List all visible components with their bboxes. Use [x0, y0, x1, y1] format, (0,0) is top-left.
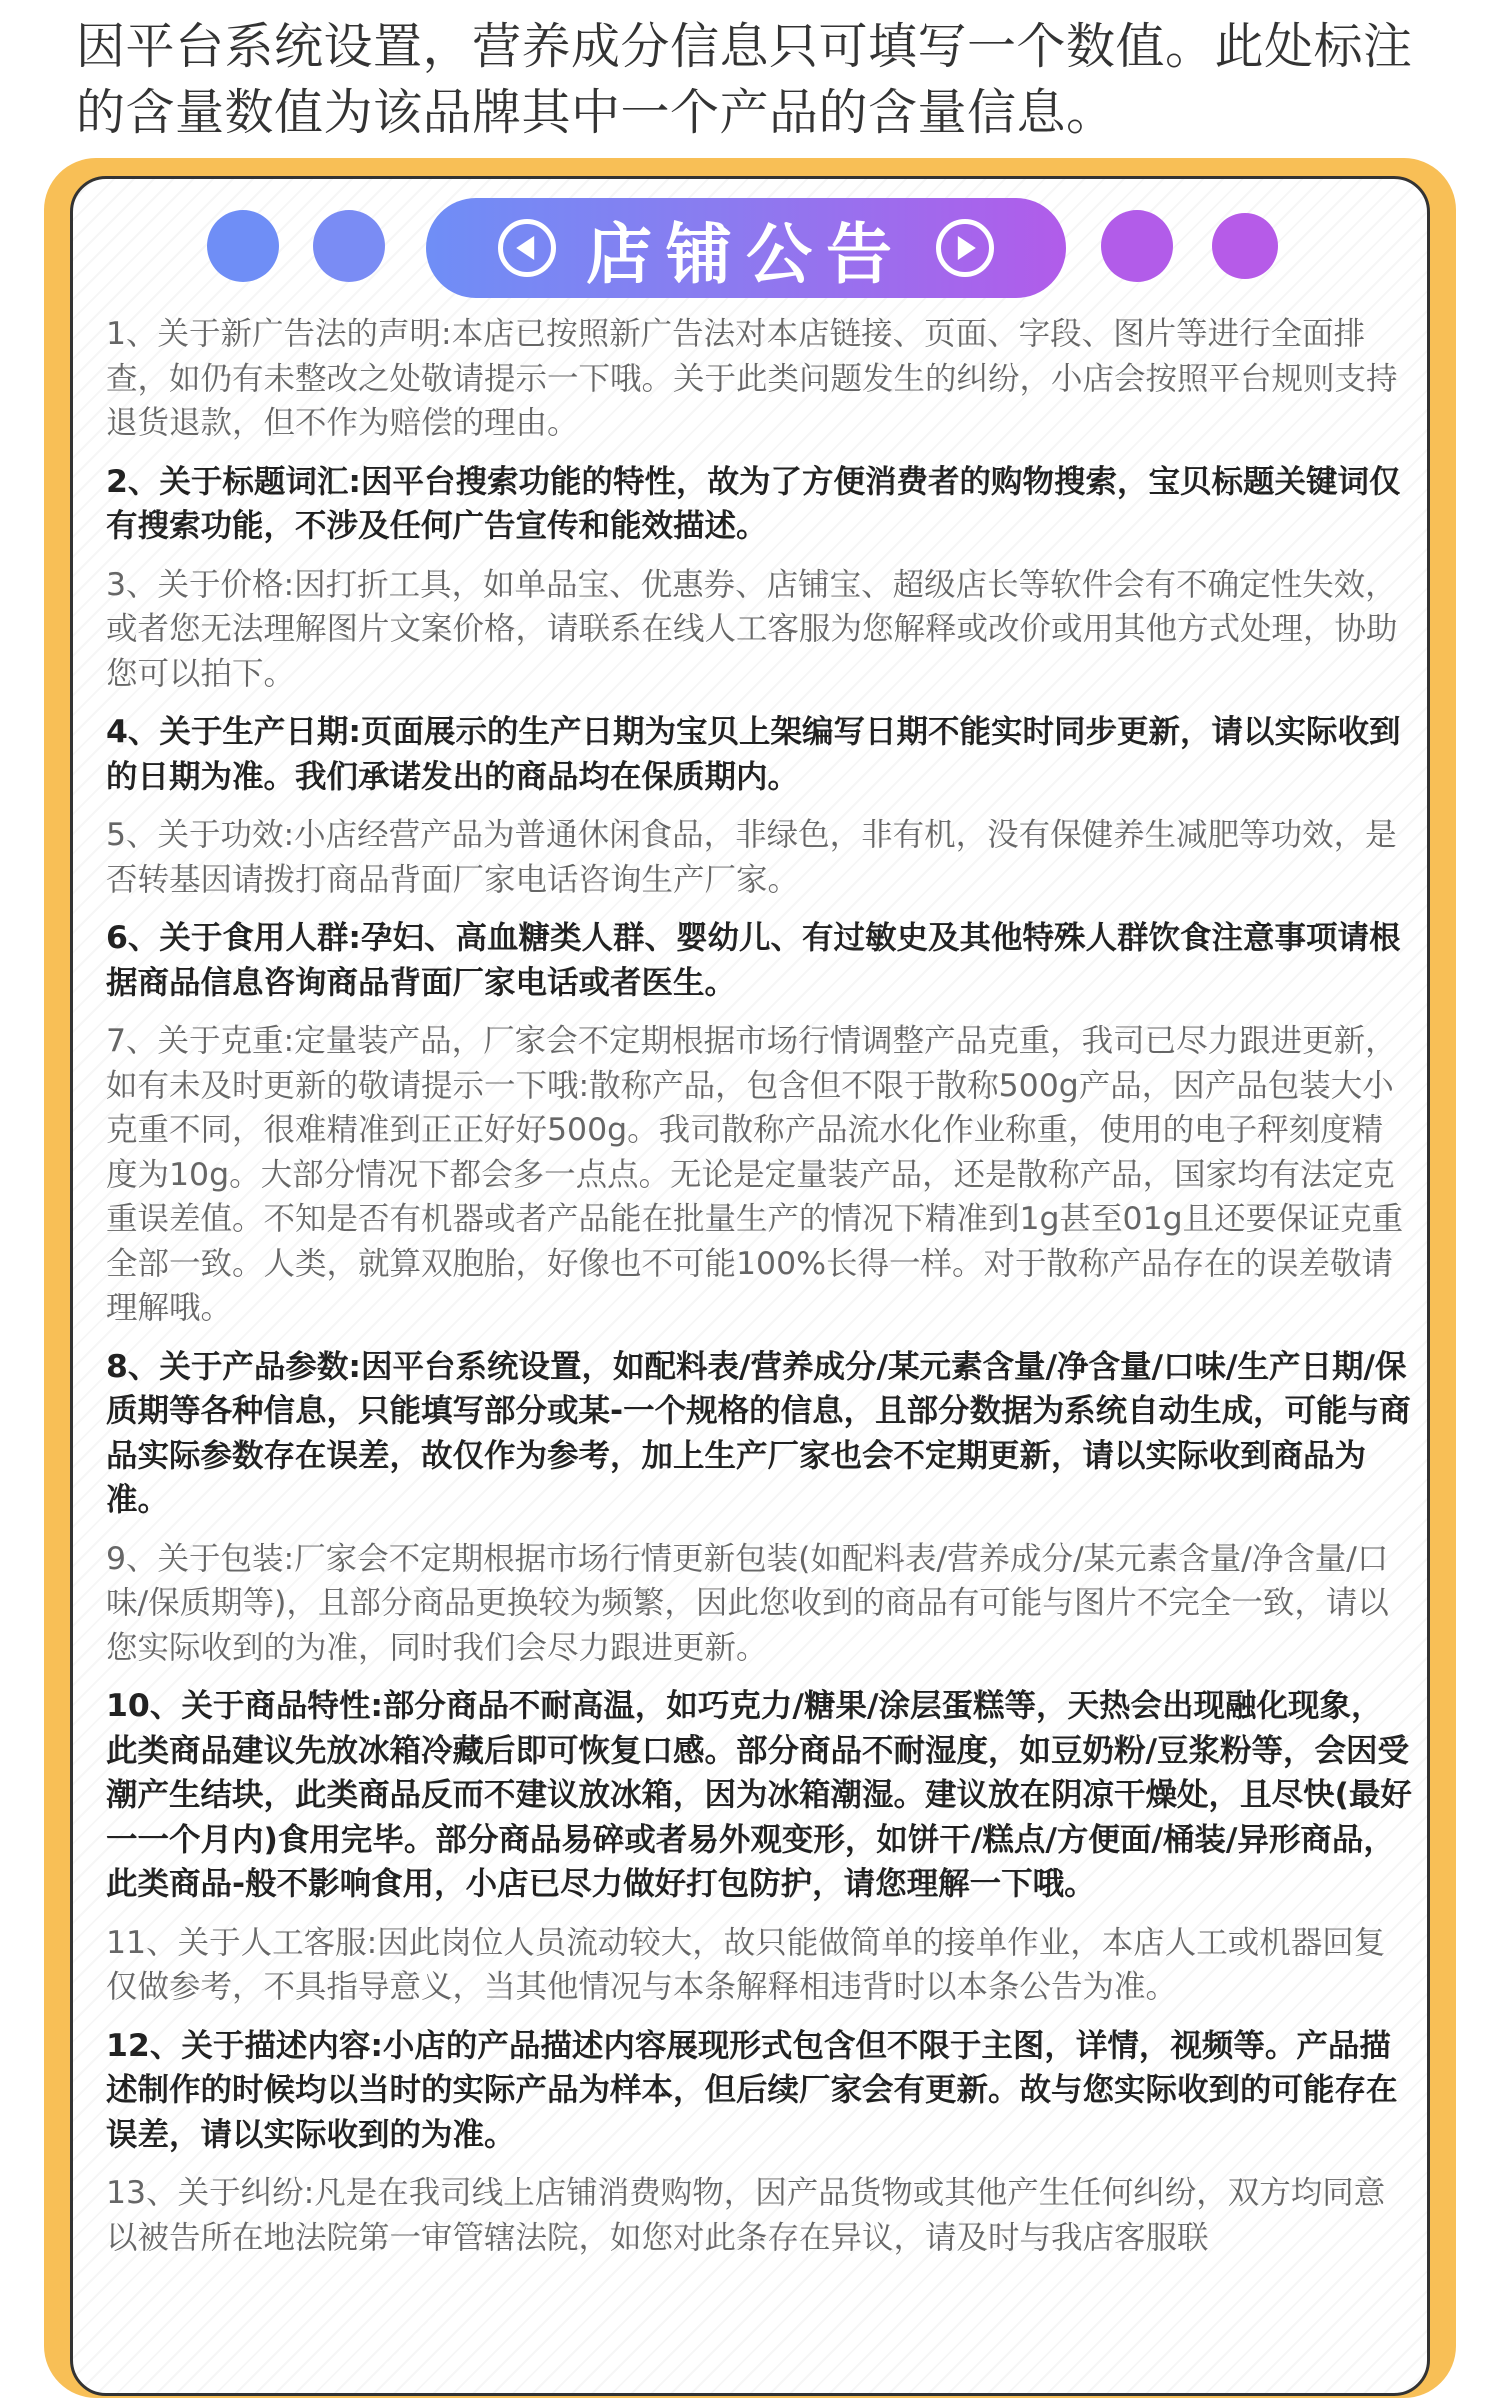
notice-item: 5、关于功效:小店经营产品为普通休闲食品，非绿色，非有机，没有保健养生减肥等功效，是否转基因请拨打商品背面厂家电话咨询生产厂家。 [106, 817, 1397, 898]
notice-item: 3、关于价格:因打折工具，如单品宝、优惠券、店铺宝、超级店长等软件会有不确定性失效，或者您无法理解图片文案价格，请联系在线人工客服为您解释或改价或用其他方式处理，协助您可以拍下。 [106, 566, 1398, 692]
notice-item: 12、关于描述内容:小店的产品描述内容展现形式包含但不限于主图，详情，视频等。产品描述制作的时候均以当时的实际产品为样本，但后续厂家会有更新。故与您实际收到的可能存在误差，请以实际收到的为准。 [106, 2027, 1398, 2153]
notice-list [106, 312, 1412, 2274]
notice-item: 13、关于纠纷:凡是在我司线上店铺消费购物，因产品货物或其他产生任何纠纷，双方均同意以被告所在地法院第一审管辖法院，如您对此条存在异议，请及时与我店客服联 [106, 2175, 1386, 2256]
notice-item: 4、关于生产日期:页面展示的生产日期为宝贝上架编写日期不能实时同步更新，请以实际收到的日期为准。我们承诺发出的商品均在保质期内。 [106, 714, 1401, 795]
banner-title: 店铺公告 [586, 215, 906, 293]
notice-item: 6、关于食用人群:孕妇、高血糖类人群、婴幼儿、有过敏史及其他特殊人群饮食注意事项请根据商品信息咨询商品背面厂家电话或者医生。 [106, 920, 1401, 1001]
decor-dot-purple-1 [1101, 210, 1173, 282]
top-note: 因平台系统设置，营养成分信息只可填写一个数值。此处标注的含量数值为该品牌其中一个产品的含量信息。 [76, 18, 1413, 141]
decor-dot-blue-1 [207, 210, 279, 282]
arrow-right-icon [936, 219, 994, 277]
decor-dot-purple-2 [1212, 213, 1278, 279]
decor-dot-blue-2 [313, 210, 385, 282]
notice-item: 7、关于克重:定量装产品，厂家会不定期根据市场行情调整产品克重，我司已尽力跟进更新，如有未及时更新的敬请提示一下哦:散称产品，包含但不限于散称500g产品，因产品包装大小克重不同，很难精准到正正好好500g。我司散称产品流水化作业称重，使用的电子秤刻度精度为10g。大部分情况下都会多一点点。无论是定量装产品，还是散称产品，国家均有法定克重误差值。不知是否有机器或者产品能在批量生产的情况下精准到1g甚至01g且还要保证克重全部一致。人类，就算双胞胎，好像也不可能100%长得一样。对于散称产品存在的误差敬请理解哦。 [106, 1023, 1404, 1326]
notice-item: 8、关于产品参数:因平台系统设置，如配料表/营养成分/某元素含量/净含量/口味/生产日期/保质期等各种信息，只能填写部分或某-一个规格的信息，且部分数据为系统自动生成，可能与商品实际参数存在误差，故仅作为参考，加上生产厂家也会不定期更新，请以实际收到商品为准。 [106, 1348, 1411, 1518]
store-notice-banner [426, 198, 1066, 298]
notice-item: 9、关于包装:厂家会不定期根据市场行情更新包装(如配料表/营养成分/某元素含量/净含量/口味/保质期等)，且部分商品更换较为频繁，因此您收到的商品有可能与图片不完全一致，请以您实际收到的为准，同时我们会尽力跟进更新。 [106, 1540, 1389, 1666]
notice-item: 10、关于商品特性:部分商品不耐高温，如巧克力/糖果/涂层蛋糕等，天热会出现融化现象，此类商品建议先放冰箱冷藏后即可恢复口感。部分商品不耐湿度，如豆奶粉/豆浆粉等，会因受潮产生结块，此类商品反而不建议放冰箱，因为冰箱潮湿。建议放在阴凉干燥处，且尽快(最好一一个月内)食用完毕。部分商品易碎或者易外观变形，如饼干/糕点/方便面/桶装/异形商品，此类商品-般不影响食用，小店已尽力做好打包防护，请您理解一下哦。 [106, 1688, 1412, 1902]
arrow-left-icon [498, 219, 556, 277]
notice-item: 11、关于人工客服:因此岗位人员流动较大，故只能做简单的接单作业，本店人工或机器回复仅做参考，不具指导意义，当其他情况与本条解释相违背时以本条公告为准。 [106, 1924, 1386, 2005]
notice-item: 1、关于新广告法的声明:本店已按照新广告法对本店链接、页面、字段、图片等进行全面排查，如仍有未整改之处敬请提示一下哦。关于此类问题发生的纠纷，小店会按照平台规则支持退货退款，但不作为赔偿的理由。 [106, 316, 1398, 441]
notice-item: 2、关于标题词汇:因平台搜索功能的特性，故为了方便消费者的购物搜索，宝贝标题关键词仅有搜索功能，不涉及任何广告宣传和能效描述。 [106, 463, 1401, 544]
